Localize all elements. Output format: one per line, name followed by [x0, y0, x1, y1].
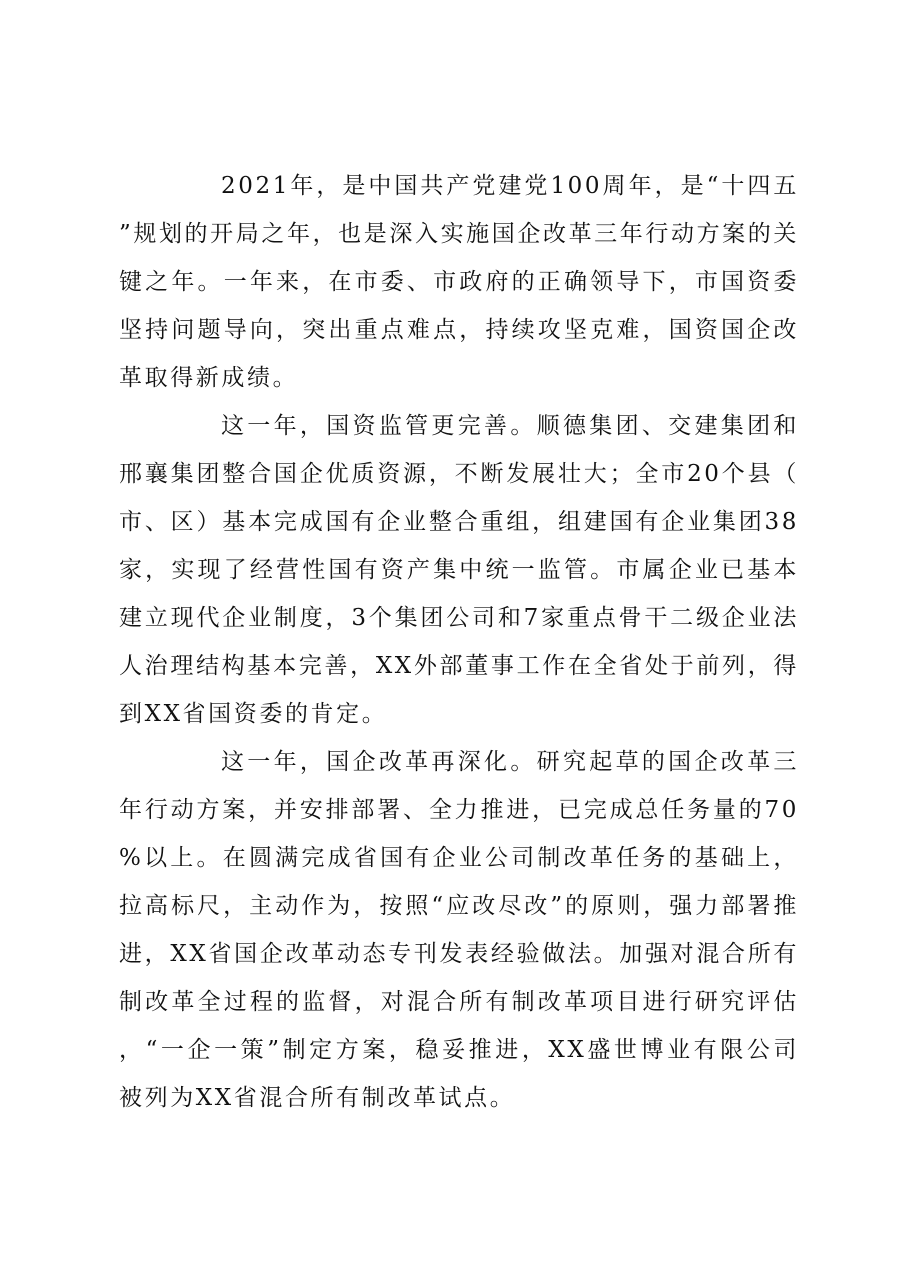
document-body [119, 162, 799, 1122]
paragraph-intro: 2021年，是中国共产党建党100周年，是“十四五”规划的开局之年，也是深入实施国企改革三年行动方案的关键之年。一年来，在市委、市政府的正确领导下，市国资委坚持问题导向，突出重点难点，持续攻坚克难，国资国企改革取得新成绩。 [119, 173, 799, 391]
paragraph-supervision: 这一年，国资监管更完善。顺德集团、交建集团和邢襄集团整合国企优质资源，不断发展壮大；全市20个县（市、区）基本完成国有企业整合重组，组建国有企业集团38家，实现了经营性国有资产集中统一监管。市属企业已基本建立现代企业制度，3个集团公司和7家重点骨干二级企业法人治理结构基本完善，XX外部董事工作在全省处于前列，得到XX省国资委的肯定。 [119, 413, 799, 727]
paragraph-reform: 这一年，国企改革再深化。研究起草的国企改革三年行动方案，并安排部署、全力推进，已完成总任务量的70%以上。在圆满完成省国有企业公司制改革任务的基础上，拉高标尺，主动作为，按照“应改尽改”的原则，强力部署推进，XX省国企改革动态专刊发表经验做法。加强对混合所有制改革全过程的监督，对混合所有制改革项目进行研究评估，“一企一策”制定方案，稳妥推进，XX盛世博业有限公司被列为XX省混合所有制改革试点。 [119, 749, 799, 1111]
